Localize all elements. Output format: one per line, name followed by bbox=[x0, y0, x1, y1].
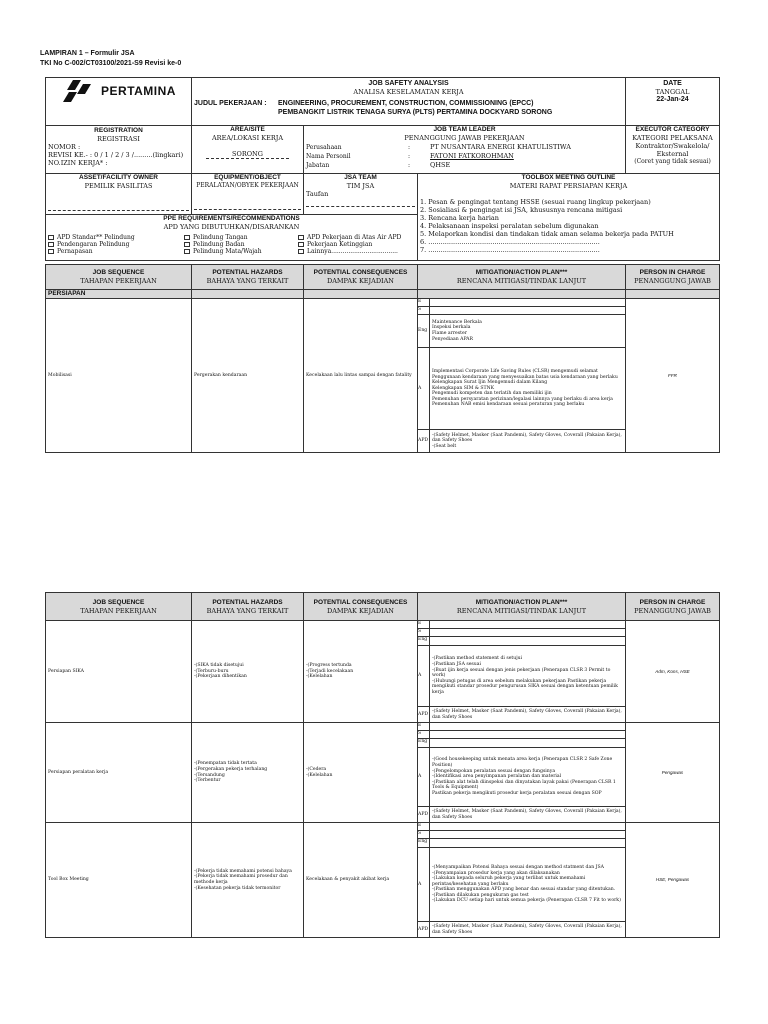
col-job bbox=[46, 265, 192, 290]
col-pic bbox=[626, 593, 720, 621]
col-pic-id: PENANGGUNG JAWAB bbox=[634, 277, 711, 285]
ppe-item: Pendengaran Pelindung bbox=[57, 241, 130, 248]
code-apd: APD bbox=[418, 430, 430, 453]
toolbox-item: 1. Pesan & pengingat tentang HSSE (sesuai ruang lingkup pekerjaan) bbox=[420, 198, 651, 206]
job-title-label: JUDUL PEKERJAAN : bbox=[194, 100, 267, 107]
equipment-label: EQUIPMENT/OBJECT bbox=[214, 174, 281, 181]
area-cell bbox=[192, 126, 304, 174]
revisi-field: REVISI KE.- : 0 / 1 / 2 / 3 /.........(lingkari) bbox=[48, 151, 184, 159]
perusahaan-label: Perusahaan bbox=[306, 144, 342, 151]
code-e: E bbox=[418, 299, 430, 307]
mit-a: -(Menyampaikan Potensi Bahaya sesuai dengan method statment dan JSA -(Penyampaian prosedur kerja yang akan dilaksanakan -(Lakukan kepada seluruh pekerja yang terlibat untuk memahami perintas/kesehatan yang berlaku -(Pastikan menggunakan APD yang benar dan sesuai standar yang ditentukan. -(Pastikan dilakukan pengukuran gas test -(Lakukan DCU setiap hari untuk semua pekerja (Penerapan CLSR 7 Fit to work) bbox=[430, 848, 626, 922]
leader-cell bbox=[304, 126, 626, 174]
hazard-cell: Pergerakan kendaraan bbox=[192, 299, 304, 453]
job-cell: Persiapan peralatan kerja bbox=[46, 723, 192, 823]
date-value: 22-Jan-24 bbox=[656, 96, 689, 103]
ppe-item: Pelindung Mata/Wajah bbox=[193, 248, 262, 255]
title-cell bbox=[192, 78, 626, 126]
executor-sublabel: KATEGORI PELAKSANA bbox=[632, 134, 713, 142]
job-table-page1 bbox=[45, 264, 720, 453]
colon: : bbox=[408, 162, 411, 169]
col-hazard bbox=[192, 265, 304, 290]
date-sublabel: TANGGAL bbox=[655, 88, 690, 96]
col-job-id: TAHAPAN PEKERJAAN bbox=[80, 277, 157, 285]
pic-cell: Pengawas bbox=[626, 723, 720, 823]
equipment-line bbox=[194, 209, 301, 210]
date-cell bbox=[626, 78, 720, 126]
ppe-item: Pelindung Badan bbox=[193, 241, 245, 248]
registration-cell bbox=[46, 126, 192, 174]
code-eng: Eng bbox=[418, 839, 430, 848]
code-eng: Eng bbox=[418, 637, 430, 646]
code-s: S bbox=[418, 629, 430, 637]
code-a: A bbox=[418, 348, 430, 430]
owner-label: ASSET/FACILITY OWNER bbox=[79, 174, 158, 181]
mit-eng bbox=[430, 739, 626, 748]
col-pic bbox=[626, 265, 720, 290]
job-cell: Tool Box Meeting bbox=[46, 823, 192, 938]
checkbox[interactable] bbox=[298, 249, 304, 254]
mit-eng: Maintenance Berkala Inspeksi berkala Flame arrester Penyediaan APAR bbox=[430, 315, 626, 348]
izin-field: NO.IZIN KERJA* : bbox=[48, 159, 108, 167]
col-hazard-en: POTENTIAL HAZARDS bbox=[212, 598, 283, 606]
registration-label: REGISTRATION bbox=[94, 127, 143, 134]
owner-line bbox=[48, 210, 189, 211]
ppe-item: Pernapasan bbox=[57, 248, 93, 255]
code-e: E bbox=[418, 823, 430, 831]
toolbox-cell bbox=[418, 174, 720, 261]
executor-value: Kontraktor/Swakelola/ bbox=[635, 142, 710, 150]
registrasi-label: REGISTRASI bbox=[97, 135, 140, 143]
jsa-team-cell bbox=[304, 174, 418, 215]
jsa-team-sublabel: TIM JSA bbox=[346, 182, 375, 190]
checkbox[interactable] bbox=[184, 242, 190, 247]
mit-e bbox=[430, 723, 626, 731]
toolbox-item: 7. ................................................................................... bbox=[420, 246, 600, 254]
ppe-item: APD Pekerjaan di Atas Air APD bbox=[307, 234, 402, 241]
col-job-en: JOB SEQUENCE bbox=[92, 598, 145, 606]
ppe-cell bbox=[46, 215, 418, 261]
code-a: A bbox=[418, 646, 430, 707]
col-cons-id: DAMPAK KEJADIAN bbox=[326, 606, 394, 615]
checkbox[interactable] bbox=[48, 235, 54, 240]
consequence-cell: Kecelakaan lalu lintas sampai dengan fatality bbox=[304, 299, 418, 453]
owner-sublabel: PEMILIK FASILITAS bbox=[84, 182, 153, 190]
consequence-cell: -(Progress tertunda -(Terjadi kecelakaan -(Kelelahan bbox=[304, 621, 418, 723]
col-cons-id: DAMPAK KEJADIAN bbox=[326, 277, 394, 285]
col-hazard-en: POTENTIAL HAZARDS bbox=[212, 269, 283, 276]
job-title-line2: PEMBANGKIT LISTRIK TENAGA SURYA (PLTS) PERTAMINA DOCKYARD SORONG bbox=[278, 109, 553, 116]
hazard-cell: -(Penempatan tidak tertata -(Pergerakan pekerja terhalang -(Tersandung -(Terbentur bbox=[192, 723, 304, 823]
perusahaan-value: PT NUSANTARA ENERGI KHATULISTIWA bbox=[430, 143, 571, 151]
pic-cell: Adm, Kons, HSE bbox=[626, 621, 720, 723]
nomor-field: NOMOR : bbox=[48, 143, 81, 151]
mit-s bbox=[430, 307, 626, 315]
tki-number: TKI No C-002/CT03100/2021-S9 Revisi ke-0 bbox=[40, 60, 182, 67]
jabatan-value: QHSE bbox=[430, 161, 451, 169]
checkbox[interactable] bbox=[298, 242, 304, 247]
col-job-en: JOB SEQUENCE bbox=[92, 269, 145, 276]
mit-apd: -(Safety Helmet, Masker (Saat Pandemi), Safety Gloves, Coverall (Pakaian Kerja), dan Safety Shoes bbox=[430, 922, 626, 938]
mit-apd: -(Safety Helmet, Masker (Saat Pandemi), Safety Gloves, Coverall (Pakaian Kerja), dan Safety Shoes bbox=[430, 707, 626, 723]
col-mit-en: MITIGATION/ACTION PLAN*** bbox=[475, 598, 568, 606]
col-cons bbox=[304, 593, 418, 621]
col-mit bbox=[418, 265, 626, 290]
personil-label: Nama Personil bbox=[306, 153, 351, 160]
toolbox-item: 3. Rencana kerja harian bbox=[420, 214, 499, 222]
executor-cell bbox=[626, 126, 720, 174]
pertamina-logo-icon bbox=[61, 78, 95, 104]
mit-s bbox=[430, 831, 626, 839]
code-apd: APD bbox=[418, 922, 430, 938]
col-cons-en: POTENTIAL CONSEQUENCES bbox=[313, 598, 408, 606]
mit-a: -(Pastikan method statement di setujui -(Pastikan JSA sesuai -(Buat ijin kerja sesuai dengan jenis pekerjaan (Penerapan CLSR 3 Permit to work) -(Hubungi petugas di area sebelum melakukan pekerjaan Pastikan pekerja mengikuti standar prosedur pengurusan SIKA sesuai dengan ketentuan pemilik kerja bbox=[430, 646, 626, 707]
col-mit bbox=[418, 593, 626, 621]
ppe-item: Pelindung Tangan bbox=[193, 234, 248, 241]
title-en: JOB SAFETY ANALYSIS bbox=[368, 80, 449, 87]
col-cons-en: POTENTIAL CONSEQUENCES bbox=[313, 269, 408, 276]
logo-cell bbox=[46, 78, 192, 126]
col-mit-id: RENCANA MITIGASI/TINDAK LANJUT bbox=[456, 606, 587, 615]
code-apd: APD bbox=[418, 707, 430, 723]
area-sublabel: AREA/LOKASI KERJA bbox=[211, 134, 284, 142]
code-a: A bbox=[418, 848, 430, 922]
mit-eng bbox=[430, 839, 626, 848]
job-cell: Mobilisasi bbox=[46, 299, 192, 453]
job-cell: Persiapan SIKA bbox=[46, 621, 192, 723]
executor-label: EXECUTOR CATEGORY bbox=[635, 126, 710, 133]
executor-note: (Coret yang tidak sesuai) bbox=[634, 158, 711, 165]
col-job-id: TAHAPAN PEKERJAAN bbox=[80, 606, 157, 615]
logo-text: PERTAMINA bbox=[101, 84, 176, 98]
section-label: PERSIAPAN bbox=[46, 290, 192, 299]
colon: : bbox=[408, 144, 411, 151]
ppe-col3 bbox=[298, 234, 401, 255]
ppe-item: APD Standar** Pelindung bbox=[57, 234, 135, 241]
date-label: DATE bbox=[663, 80, 682, 87]
mit-e bbox=[430, 299, 626, 307]
toolbox-list bbox=[418, 190, 719, 254]
checkbox[interactable] bbox=[48, 249, 54, 254]
owner-cell bbox=[46, 174, 192, 215]
executor-value2: Eksternal bbox=[656, 150, 689, 158]
checkbox[interactable] bbox=[298, 235, 304, 240]
mit-apd: -(Safety Helmet, Masker (Saat Pandemi), Safety Gloves, Coverall (Pakaian Kerja), dan Safety Shoes -(Seat belt bbox=[430, 430, 626, 453]
ppe-item: Pekerjaan Ketinggian bbox=[307, 241, 373, 248]
code-eng: Eng bbox=[418, 739, 430, 748]
code-a: A bbox=[418, 748, 430, 807]
col-pic-en: PERSON IN CHARGE bbox=[639, 598, 706, 606]
jabatan-label: Jabatan bbox=[306, 162, 330, 169]
col-job bbox=[46, 593, 192, 621]
equipment-cell bbox=[192, 174, 304, 215]
col-mit-en: MITIGATION/ACTION PLAN*** bbox=[475, 269, 568, 276]
col-hazard-id: BAHAYA YANG TERKAIT bbox=[206, 277, 289, 285]
code-s: S bbox=[418, 307, 430, 315]
code-eng: Eng bbox=[418, 315, 430, 348]
jsa-form-page1 bbox=[45, 77, 720, 261]
title-id: ANALISA KESELAMATAN KERJA bbox=[353, 88, 464, 96]
job-title-line1: ENGINEERING, PROCUREMENT, CONSTRUCTION, COMMISSIONING (EPCC) bbox=[278, 100, 534, 107]
ppe-sublabel: APD YANG DIBUTUHKAN/DISARANKAN bbox=[163, 223, 300, 231]
mit-e bbox=[430, 621, 626, 629]
consequence-cell: -(Cedera -(Kelelahan bbox=[304, 723, 418, 823]
code-e: E bbox=[418, 621, 430, 629]
toolbox-label: TOOLBOX MEETING OUTLINE bbox=[521, 174, 616, 181]
col-pic-en: PERSON IN CHARGE bbox=[639, 269, 706, 276]
mit-e bbox=[430, 823, 626, 831]
toolbox-item: 6. ................................................................................... bbox=[420, 238, 600, 246]
consequence-cell: Kecelakaan & penyakit akibat kerja bbox=[304, 823, 418, 938]
hazard-cell: -(SIKA tidak disetujui -(Terburu-buru -(Pekerjaan dihentikan bbox=[192, 621, 304, 723]
ppe-label: PPE REQUIREMENTS/RECOMMENDATIONS bbox=[163, 215, 300, 222]
pic-cell: HSE, Pengawas bbox=[626, 823, 720, 938]
mit-s bbox=[430, 629, 626, 637]
area-value: SORONG bbox=[206, 150, 289, 159]
toolbox-item: 5. Melaporkan kondisi dan tindakan tidak aman selama bekerja pada PATUH bbox=[420, 230, 674, 238]
ppe-col1 bbox=[48, 234, 135, 255]
mit-a: -(Good housekeeping untuk menata area kerja (Penerapan CLSR 2 Safe Zone Position) -(Pengelompokan peralatan sesuai dengan fungsinya -(Identifikasi area penyimpanan peralatan dan material -(Pastikan alat telah diinspeksi dan dinyatakan layak pakai (Penerapan CLSR 1 Tools & Equipment) Pastikan pekerja mengikuti prosedur kerja peralatan sesuai dengan SOP bbox=[430, 748, 626, 807]
checkbox[interactable] bbox=[184, 249, 190, 254]
checkbox[interactable] bbox=[48, 242, 54, 247]
leader-label: JOB TEAM LEADER bbox=[433, 126, 496, 133]
checkbox[interactable] bbox=[184, 235, 190, 240]
col-pic-id: PENANGGUNG JAWAB bbox=[634, 606, 711, 615]
code-e: E bbox=[418, 723, 430, 731]
job-table-page2 bbox=[45, 592, 720, 938]
ppe-col2 bbox=[184, 234, 262, 255]
mit-apd: -(Safety Helmet, Masker (Saat Pandemi), Safety Gloves, Coverall (Pakaian Kerja), dan Safety Shoes bbox=[430, 807, 626, 823]
mit-eng bbox=[430, 637, 626, 646]
col-hazard-id: BAHAYA YANG TERKAIT bbox=[206, 606, 289, 615]
toolbox-item: 2. Sosialiasi & pengingat isi JSA, khususnya rencana mitigasi bbox=[420, 206, 623, 214]
colon: : bbox=[408, 153, 411, 160]
jsa-team-label: JSA TEAM bbox=[344, 174, 377, 181]
jsa-team-value: Taufan bbox=[306, 190, 329, 198]
code-s: S bbox=[418, 731, 430, 739]
leader-sublabel: PENANGGUNG JAWAB PEKERJAAN bbox=[404, 134, 525, 142]
code-apd: APD bbox=[418, 807, 430, 823]
toolbox-sublabel: MATERI RAPAT PERSIAPAN KERJA bbox=[509, 182, 628, 190]
code-s: S bbox=[418, 831, 430, 839]
mit-a: Implementasi Corporate Life Saving Rules (CLSR) mengemudi selamat Penggunaan kendaraan yang menyesuaikan batas usia kendaraan yang berlaku Kelengkapan Surat Ijin Mengemudi dalam Kilang Kelengkapan SIM & STNK Pengemudi kompeten dan terlatih dan memiliki ijin Pemenuhan persyaratan perizinan/legalasi lainnya yang berlaku di area kerja Pemenuhan NAB emisi kendaraan sesuai peraturan yang berlaku bbox=[430, 348, 626, 430]
col-cons bbox=[304, 265, 418, 290]
hazard-cell: -(Pekerja tidak memahami potensi bahaya -(Pekerja tidak memahami prosedur dan methode kerja -(Kesehatan pekerja tidak termonitor bbox=[192, 823, 304, 938]
area-label: AREA/SITE bbox=[230, 126, 265, 133]
col-hazard bbox=[192, 593, 304, 621]
toolbox-item: 4. Pelaksanaan inspeksi peralatan sebelum digunakan bbox=[420, 222, 599, 230]
personil-value: FATONI FATKOROHMAN bbox=[430, 152, 514, 160]
ppe-item: Lainnya................................... bbox=[307, 248, 398, 255]
equipment-sublabel: PERALATAN/OBYEK PEKERJAAN bbox=[196, 182, 299, 189]
attachment-label: LAMPIRAN 1 – Formulir JSA bbox=[40, 50, 135, 57]
jsa-team-line bbox=[306, 206, 415, 207]
pic-cell: FFR bbox=[626, 299, 720, 453]
mit-s bbox=[430, 731, 626, 739]
col-mit-id: RENCANA MITIGASI/TINDAK LANJUT bbox=[456, 277, 587, 285]
